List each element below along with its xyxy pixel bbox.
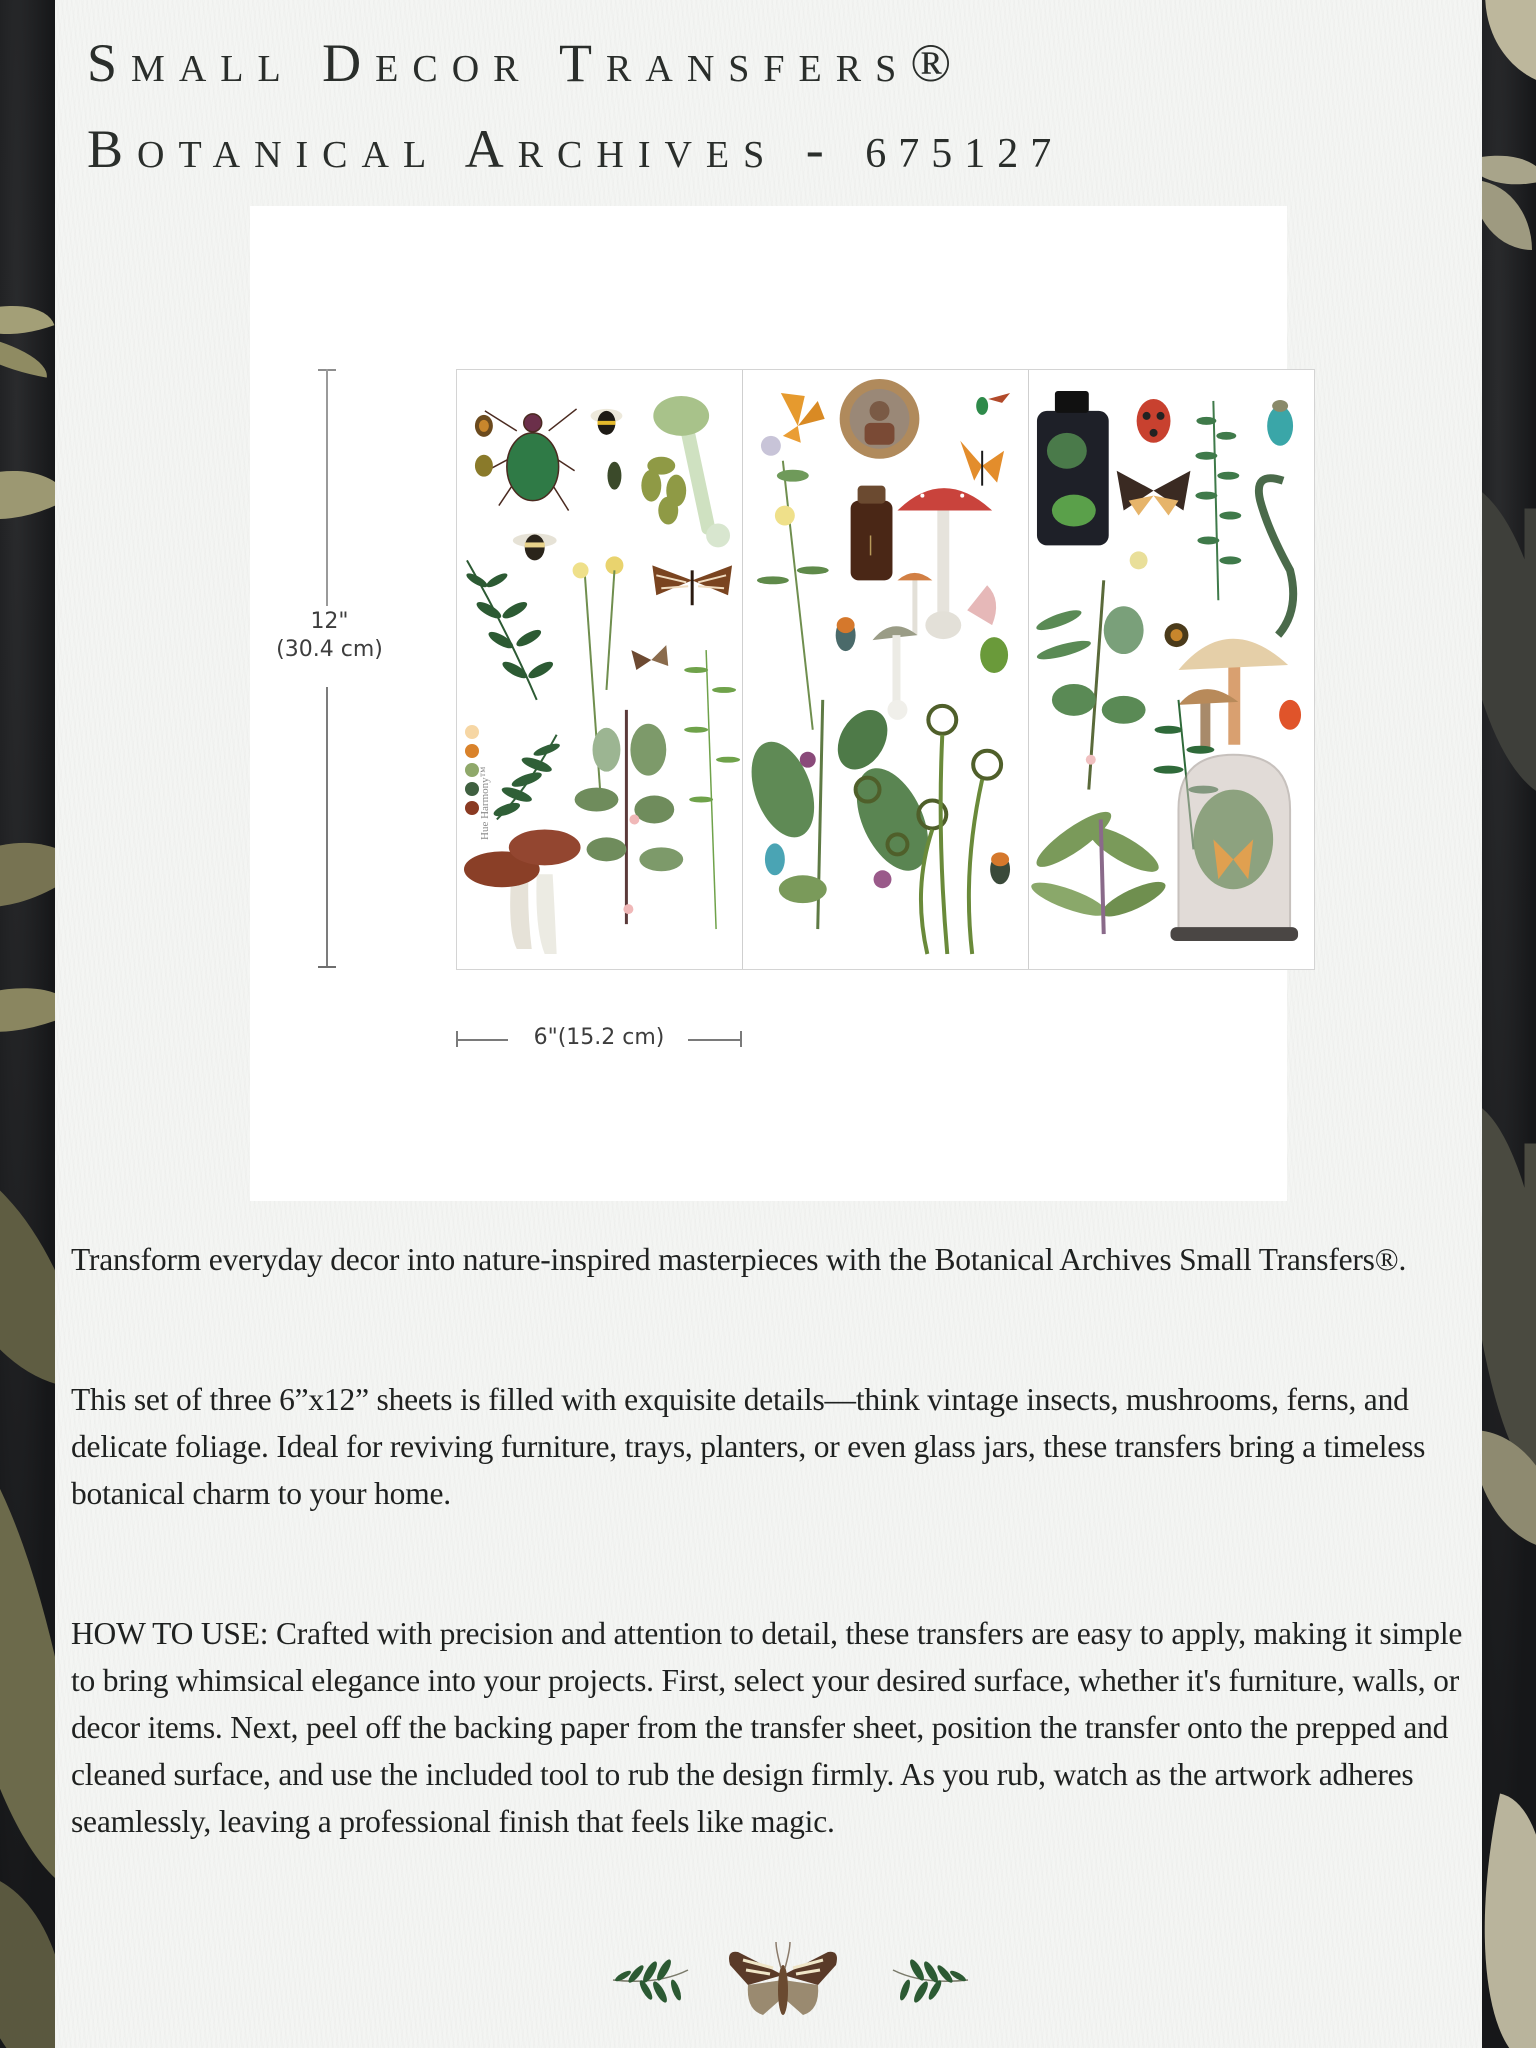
product-card [55, 0, 1482, 2048]
beetle-icon [475, 455, 493, 477]
leaf-decoration [0, 332, 52, 377]
green-scarab-icon [980, 637, 1008, 673]
speckled-mushroom-icon [1178, 639, 1288, 750]
beetle-icon [836, 617, 856, 651]
product-line-title [87, 33, 966, 93]
red-beetle-icon [1137, 399, 1171, 443]
leaf-decoration [0, 1130, 55, 1410]
leaf-decoration [1482, 0, 1536, 82]
weevil-icon [607, 462, 621, 490]
description-how-to-use [71, 1610, 1471, 1845]
product-image[interactable] [250, 206, 1287, 1201]
amber-bottle-icon [851, 486, 893, 581]
product-name-title [87, 119, 1064, 179]
width-dimension-label: 6"(15.2 cm) [533, 1025, 665, 1050]
fern-icon [492, 735, 561, 820]
background-right [1482, 0, 1536, 2048]
leaf-decoration [0, 799, 55, 952]
background-left [0, 0, 55, 2048]
hue-harmony-label: Hue Harmony™ [479, 766, 491, 840]
color-swatch [465, 782, 479, 796]
product-name-text: Botanical Archives [87, 119, 779, 179]
transfer-sheet-2 [743, 370, 1029, 969]
foxglove-plant-icon [743, 700, 943, 929]
leaf-decoration [0, 957, 55, 1062]
flowering-branch-icon [575, 710, 684, 924]
leafy-stem-icon [684, 650, 740, 929]
dimension-cap [740, 1031, 742, 1047]
sheet-1-illustration [457, 370, 742, 969]
product-sku: 675127 [865, 131, 1064, 177]
transfer-sheet-1 [457, 370, 743, 969]
brown-mushroom-icon [464, 829, 581, 954]
butterfly-icon [652, 565, 732, 605]
dimension-line [326, 687, 328, 968]
product-line-text: Small Decor Transfers® [87, 33, 966, 93]
transfer-sheet-3 [1029, 370, 1314, 969]
moth-icon [729, 1942, 837, 2015]
color-swatch [465, 763, 479, 777]
color-swatch [465, 725, 479, 739]
dimension-cap [318, 966, 336, 968]
details-paragraph: This set of three 6”x12” sheets is filled with exquisite details—think vintage insects, mushrooms, ferns, and delicate foliage. Ideal for reviving furniture, trays, planters, or even glass jars, these transfers bring a timeless botanical charm to your home. [71, 1382, 1426, 1511]
title-separator: - [778, 119, 866, 179]
bumblebee-icon [591, 409, 623, 435]
dimension-line [326, 369, 328, 606]
sheet-2-illustration [743, 370, 1028, 969]
dimension-line [688, 1039, 742, 1041]
leaf-decoration [0, 1873, 55, 2048]
ornament-illustration [598, 1930, 983, 2030]
wildflower-icon [757, 436, 829, 730]
glass-bottle-icon [1037, 391, 1109, 545]
fern-frond-icon [1195, 401, 1241, 600]
transfer-sheets [456, 369, 1315, 970]
jewel-beetle-icon [976, 393, 1010, 415]
glass-cloche-icon [1171, 755, 1299, 941]
description-intro [71, 1236, 1471, 1283]
wildflower-icon [573, 556, 624, 809]
leaf-decoration [0, 437, 55, 553]
blue-beetle-icon [1267, 400, 1293, 446]
curled-fern-icon [1259, 478, 1293, 635]
wax-seal-portrait-icon [840, 379, 920, 459]
height-dimension-label [262, 608, 397, 664]
leaf-decoration [1482, 1793, 1536, 2048]
how-to-use-paragraph: HOW TO USE: Crafted with precision and attention to detail, these transfers are easy to apply, making it simple to bring whimsical elegance into your projects. First, select your desired surface, whether it's furniture, walls, or decor items. Next, peel off the backing paper from the transfer sheet, position the transfer onto the prepped and cleaned surface, and use the included tool to rub the design firmly. As you rub, watch as the artwork adheres seamlessly, leaving a professional finish that feels like magic. [71, 1616, 1463, 1839]
sheet-3-illustration [1029, 370, 1314, 969]
pale-mushroom-icon [873, 585, 997, 720]
leaf-decoration [0, 1395, 55, 1904]
footer-ornament [598, 1930, 983, 2030]
leaf-decoration [1482, 180, 1532, 250]
moth-icon [631, 645, 668, 670]
leaf-decoration [1482, 480, 1536, 800]
red-scarab-icon [1279, 700, 1301, 730]
fern-sprig-icon [613, 1958, 688, 2005]
beetle-icon [1165, 623, 1189, 647]
color-swatch [465, 801, 479, 815]
leaves-icon [641, 457, 686, 525]
description-details [71, 1376, 1471, 1517]
blue-beetle-icon [765, 843, 785, 875]
flowering-plant-icon [1034, 551, 1147, 789]
beetle-icon [475, 415, 493, 437]
moth-icon [1117, 471, 1191, 516]
lily-leaves-icon [1029, 804, 1169, 934]
bumblebee-icon [513, 533, 557, 560]
dimension-line [456, 1039, 508, 1041]
fern-icon [465, 560, 556, 700]
height-dimension-marker [326, 369, 328, 968]
beetle-icon [990, 852, 1010, 884]
green-beetle-icon [485, 409, 577, 511]
fern-sprig-icon [893, 1958, 968, 2005]
leaf-decoration [0, 288, 54, 353]
color-swatch [465, 744, 479, 758]
height-cm: (30.4 cm) [276, 637, 383, 662]
height-inches: 12" [310, 609, 349, 634]
monarch-butterfly-icon [960, 441, 1004, 486]
intro-paragraph: Transform everyday decor into nature-inspired masterpieces with the Botanical Archives Small Transfers®. [71, 1242, 1407, 1277]
orange-butterfly-icon [781, 393, 825, 443]
